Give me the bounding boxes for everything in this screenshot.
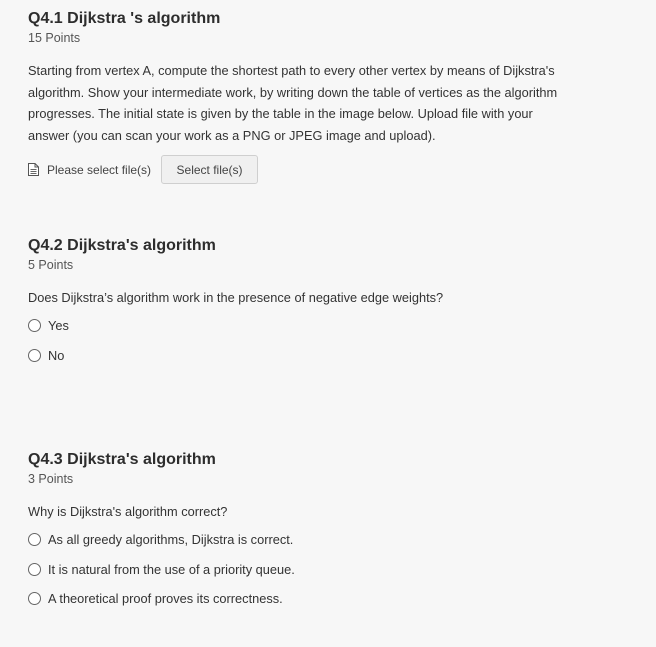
option-label: A theoretical proof proves its correctness. (48, 591, 283, 606)
radio-button[interactable] (28, 563, 41, 576)
question-title (28, 450, 628, 470)
file-icon (28, 163, 39, 176)
question-points: 3 Points (28, 472, 74, 486)
question-points: 5 Points (28, 258, 74, 272)
option-label: Yes (48, 318, 69, 333)
radio-button[interactable] (28, 533, 41, 546)
radio-button[interactable] (28, 592, 41, 605)
question-text-line: answer (you can scan your work as a PNG or JPEG image and upload). (28, 127, 436, 143)
question-title (28, 236, 628, 256)
question-number: Q4.2 (28, 237, 63, 254)
option-label: As all greedy algorithms, Dijkstra is correct. (48, 532, 294, 547)
option-yes[interactable] (28, 318, 69, 333)
question-q4-2 (28, 236, 628, 273)
question-number: Q4.3 (28, 451, 63, 468)
question-title-text: Dijkstra 's algorithm (62, 10, 221, 27)
question-points: 15 Points (28, 31, 81, 45)
option-no[interactable] (28, 348, 64, 363)
question-prompt (28, 501, 628, 523)
question-text (28, 60, 628, 146)
radio-button[interactable] (28, 319, 41, 332)
question-text: Does Dijkstra’s algorithm work in the presence of negative edge weights? (28, 290, 444, 305)
file-upload-row (28, 155, 258, 184)
question-text: Why is Dijkstra's algorithm correct? (28, 504, 228, 519)
question-text-line: Starting from vertex A, compute the shortest path to every other vertex by means of Dijkstra's (28, 63, 555, 78)
question-title-text: Dijkstra's algorithm (62, 451, 216, 468)
question-text-line: algorithm. Show your intermediate work, by writing down the table of vertices as the algorithm (28, 84, 558, 100)
option-label: No (48, 348, 65, 363)
question-title-text: Dijkstra's algorithm (62, 237, 216, 254)
question-q4-1 (28, 9, 628, 46)
select-files-button[interactable]: Select file(s) (161, 155, 258, 184)
option-priority-queue[interactable] (28, 562, 295, 577)
question-number: Q4.1 (28, 10, 63, 27)
radio-button[interactable] (28, 349, 41, 362)
question-prompt (28, 287, 628, 309)
option-theoretical-proof[interactable] (28, 591, 283, 606)
question-body (28, 60, 628, 146)
upload-label: Please select file(s) (47, 162, 152, 177)
question-title (28, 9, 628, 29)
question-text-line: progresses. The initial state is given by the table in the image below. Upload file with your (28, 106, 533, 121)
question-q4-3 (28, 450, 628, 487)
option-greedy[interactable] (28, 532, 293, 547)
option-label: It is natural from the use of a priority queue. (48, 562, 295, 577)
